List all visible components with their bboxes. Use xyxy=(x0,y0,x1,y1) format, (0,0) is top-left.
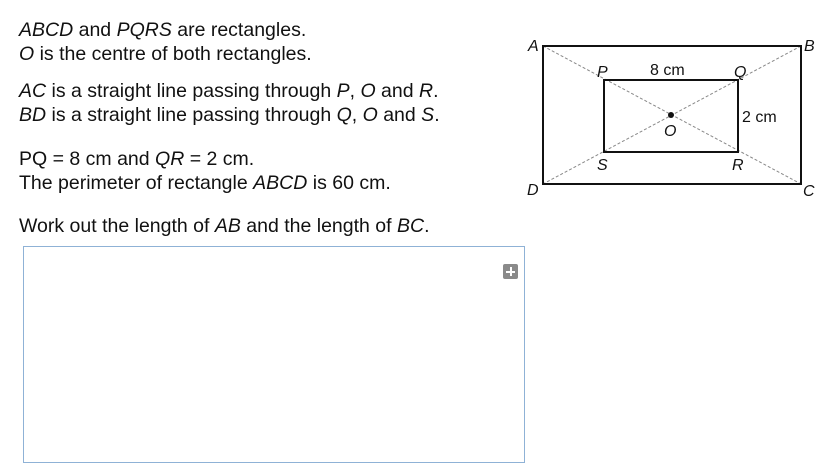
vertex-label-c: C xyxy=(803,183,815,200)
qr-length-label: 2 cm xyxy=(742,109,777,126)
vertex-label-s: S xyxy=(597,157,608,174)
plus-square-icon[interactable] xyxy=(503,264,518,279)
question-instruction xyxy=(19,214,430,238)
question-paragraph-diagonals xyxy=(19,79,440,127)
vertex-label-d: D xyxy=(527,182,539,199)
vertex-label-b: B xyxy=(804,38,815,55)
text-line: ABCD and PQRS are rectangles. xyxy=(19,19,307,41)
question-paragraph-rectangles xyxy=(19,18,312,66)
text-line: O is the centre of both rectangles. xyxy=(19,43,312,65)
vertex-label-p: P xyxy=(597,64,608,81)
vertex-label-q: Q xyxy=(734,64,747,81)
answer-input-area[interactable] xyxy=(23,246,525,463)
question-paragraph-measurements xyxy=(19,147,391,195)
pq-length-label: 8 cm xyxy=(650,62,685,79)
rectangles-diagram xyxy=(520,30,820,205)
text-line: Work out the length of AB and the length of BC. xyxy=(19,215,430,237)
text-line: AC is a straight line passing through P, O and R. xyxy=(19,80,439,102)
text-line: BD is a straight line passing through Q, O and S. xyxy=(19,104,440,126)
vertex-label-o: O xyxy=(664,123,677,140)
text-line: PQ = 8 cm and QR = 2 cm. xyxy=(19,148,255,170)
center-point-o xyxy=(668,112,674,118)
text-line: The perimeter of rectangle ABCD is 60 cm. xyxy=(19,172,391,194)
vertex-label-r: R xyxy=(732,157,744,174)
vertex-label-a: A xyxy=(528,38,539,55)
